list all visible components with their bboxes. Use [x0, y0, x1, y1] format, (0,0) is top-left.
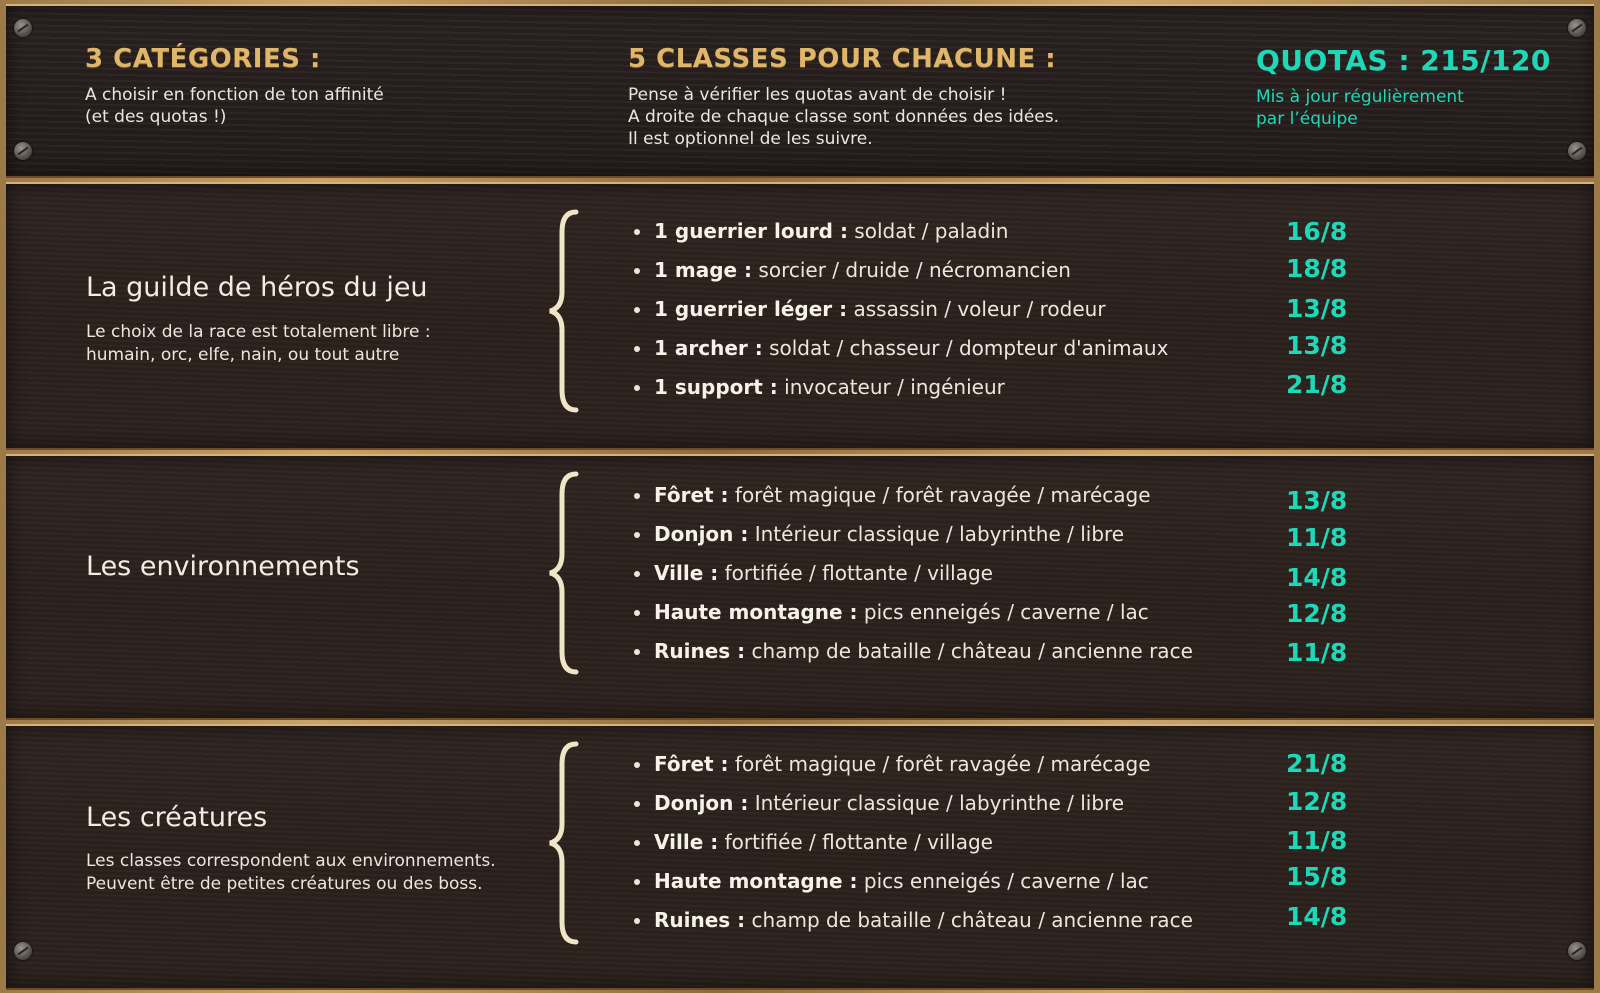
list-item: 1 mage : sorcier / druide / nécromancien	[634, 251, 1168, 290]
brace-icon	[546, 470, 586, 676]
categories-heading: 3 CATÉGORIES :	[85, 44, 321, 74]
quota-value: 15/8	[1286, 862, 1348, 891]
quota-value: 21/8	[1286, 370, 1348, 399]
screw-icon	[14, 142, 32, 160]
quota-value: 11/8	[1286, 826, 1348, 855]
screw-icon	[14, 942, 32, 960]
screw-icon	[1568, 142, 1586, 160]
list-item: Ruines : champ de bataille / château / ancienne race	[634, 901, 1193, 940]
category-title: Les créatures	[86, 802, 268, 833]
quota-value: 18/8	[1286, 254, 1348, 283]
classes-subtext: Pense à vérifier les quotas avant de choisir ! A droite de chaque classe sont données des idées. Il est optionnel de les suivre.	[628, 85, 1060, 149]
category-panel-creatures	[6, 724, 1594, 990]
class-list	[634, 745, 1193, 940]
list-item: Ville : fortifiée / flottante / village	[634, 554, 1193, 593]
list-item: 1 archer : soldat / chasseur / dompteur d'animaux	[634, 329, 1168, 368]
list-item: Ville : fortifiée / flottante / village	[634, 823, 1193, 862]
list-item: Fôret : forêt magique / forêt ravagée / marécage	[634, 745, 1193, 784]
category-description: Le choix de la race est totalement libre : humain, orc, elfe, nain, ou tout autre	[86, 322, 431, 365]
quota-value: 12/8	[1286, 599, 1348, 628]
category-description: Les classes correspondent aux environnements. Peuvent être de petites créatures ou des boss.	[86, 851, 496, 894]
quota-value: 11/8	[1286, 638, 1348, 667]
screw-icon	[1568, 942, 1586, 960]
quota-value: 16/8	[1286, 217, 1348, 246]
screw-icon	[1568, 19, 1586, 37]
list-item: Ruines : champ de bataille / château / ancienne race	[634, 632, 1193, 671]
quotas-heading: QUOTAS : 215/120	[1256, 44, 1551, 77]
quota-value: 13/8	[1286, 486, 1348, 515]
list-item: Donjon : Intérieur classique / labyrinthe / libre	[634, 784, 1193, 823]
list-item: 1 guerrier léger : assassin / voleur / rodeur	[634, 290, 1168, 329]
brace-icon	[546, 740, 586, 946]
category-title: Les environnements	[86, 551, 360, 582]
quotas-note: Mis à jour régulièrement par l’équipe	[1256, 87, 1464, 129]
category-panel-environments	[6, 454, 1594, 720]
screw-icon	[14, 19, 32, 37]
classes-heading: 5 CLASSES POUR CHACUNE :	[628, 44, 1057, 74]
header-panel	[6, 4, 1594, 178]
class-list	[634, 212, 1168, 407]
categories-subtext: A choisir en fonction de ton affinité (et des quotas !)	[85, 85, 384, 127]
quota-value: 21/8	[1286, 749, 1348, 778]
list-item: 1 support : invocateur / ingénieur	[634, 368, 1168, 407]
quota-value: 13/8	[1286, 331, 1348, 360]
class-list	[634, 476, 1193, 671]
list-item: Haute montagne : pics enneigés / caverne / lac	[634, 593, 1193, 632]
quota-value: 12/8	[1286, 787, 1348, 816]
category-panel-heroes	[6, 182, 1594, 450]
quota-value: 14/8	[1286, 902, 1348, 931]
list-item: Haute montagne : pics enneigés / caverne / lac	[634, 862, 1193, 901]
list-item: 1 guerrier lourd : soldat / paladin	[634, 212, 1168, 251]
quota-value: 11/8	[1286, 523, 1348, 552]
category-title: La guilde de héros du jeu	[86, 272, 428, 303]
list-item: Fôret : forêt magique / forêt ravagée / marécage	[634, 476, 1193, 515]
brace-icon	[546, 208, 586, 414]
quota-value: 14/8	[1286, 563, 1348, 592]
list-item: Donjon : Intérieur classique / labyrinthe / libre	[634, 515, 1193, 554]
quota-value: 13/8	[1286, 294, 1348, 323]
